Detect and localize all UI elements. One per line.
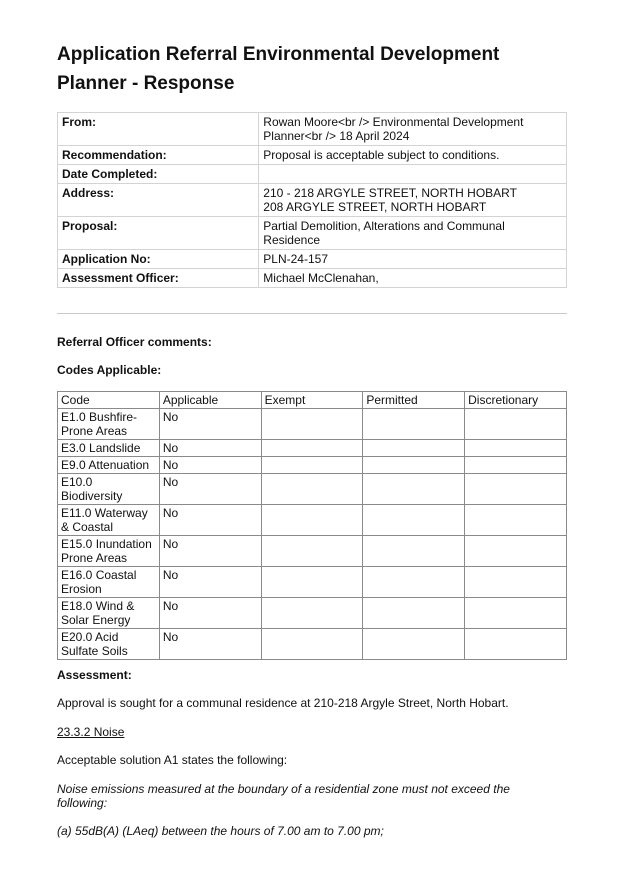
exempt-cell (261, 536, 363, 567)
section-divider (57, 313, 567, 314)
assessment-heading: Assessment: (57, 668, 132, 682)
column-header-discretionary: Discretionary (465, 392, 567, 409)
column-header-applicable: Applicable (159, 392, 261, 409)
referral-details-table (57, 112, 567, 288)
permitted-cell (363, 505, 465, 536)
address-value (259, 184, 567, 217)
table-row (58, 184, 567, 217)
application-no-label: Application No: (58, 250, 259, 269)
assessment-officer-label: Assessment Officer: (58, 269, 259, 288)
permitted-cell (363, 409, 465, 440)
code-cell: E3.0 Landslide (58, 440, 160, 457)
table-row (58, 505, 567, 536)
permitted-cell (363, 457, 465, 474)
applicable-cell: No (159, 457, 261, 474)
proposal-label: Proposal: (58, 217, 259, 250)
codes-applicable-table (57, 391, 567, 660)
discretionary-cell (465, 505, 567, 536)
permitted-cell (363, 567, 465, 598)
assessment-officer-value: Michael McClenahan, (259, 269, 567, 288)
table-row (58, 629, 567, 660)
table-row (58, 113, 567, 146)
table-row (58, 536, 567, 567)
exempt-cell (261, 440, 363, 457)
table-row (58, 165, 567, 184)
discretionary-cell (465, 457, 567, 474)
exempt-cell (261, 629, 363, 660)
column-header-permitted: Permitted (363, 392, 465, 409)
table-row (58, 217, 567, 250)
column-header-exempt: Exempt (261, 392, 363, 409)
noise-emission-quote: Noise emissions measured at the boundary of a residential zone must not exceed the following: (57, 782, 510, 810)
column-header-code: Code (58, 392, 160, 409)
code-cell: E9.0 Attenuation (58, 457, 160, 474)
exempt-cell (261, 598, 363, 629)
permitted-cell (363, 629, 465, 660)
table-row (58, 457, 567, 474)
table-row (58, 474, 567, 505)
exempt-cell (261, 474, 363, 505)
referral-comments-heading: Referral Officer comments: (57, 335, 212, 349)
table-row (58, 146, 567, 165)
recommendation-label: Recommendation: (58, 146, 259, 165)
application-no-value: PLN-24-157 (259, 250, 567, 269)
discretionary-cell (465, 536, 567, 567)
code-cell: E15.0 Inundation Prone Areas (58, 536, 160, 567)
permitted-cell (363, 440, 465, 457)
table-row (58, 269, 567, 288)
exempt-cell (261, 567, 363, 598)
permitted-cell (363, 598, 465, 629)
applicable-cell: No (159, 598, 261, 629)
assessment-text: Approval is sought for a communal residence at 210-218 Argyle Street, North Hobart. (57, 696, 509, 710)
discretionary-cell (465, 440, 567, 457)
from-value: Rowan Moore<br /> Environmental Development Planner<br /> 18 April 2024 (259, 113, 567, 146)
table-row (58, 250, 567, 269)
noise-item-a: (a) 55dB(A) (LAeq) between the hours of 7.00 am to 7.00 pm; (57, 824, 384, 838)
discretionary-cell (465, 567, 567, 598)
permitted-cell (363, 536, 465, 567)
table-row (58, 567, 567, 598)
exempt-cell (261, 457, 363, 474)
exempt-cell (261, 409, 363, 440)
applicable-cell: No (159, 629, 261, 660)
applicable-cell: No (159, 567, 261, 598)
address-label: Address: (58, 184, 259, 217)
discretionary-cell (465, 598, 567, 629)
discretionary-cell (465, 474, 567, 505)
date-completed-label: Date Completed: (58, 165, 259, 184)
recommendation-value: Proposal is acceptable subject to conditions. (259, 146, 567, 165)
discretionary-cell (465, 409, 567, 440)
applicable-cell: No (159, 440, 261, 457)
proposal-value: Partial Demolition, Alterations and Communal Residence (259, 217, 567, 250)
codes-applicable-heading: Codes Applicable: (57, 363, 162, 377)
address-line-1: 210 - 218 ARGYLE STREET, NORTH HOBART (263, 186, 517, 200)
table-row (58, 440, 567, 457)
table-row (58, 409, 567, 440)
code-cell: E18.0 Wind & Solar Energy (58, 598, 160, 629)
applicable-cell: No (159, 409, 261, 440)
table-header-row (58, 392, 567, 409)
code-cell: E11.0 Waterway & Coastal (58, 505, 160, 536)
code-cell: E16.0 Coastal Erosion (58, 567, 160, 598)
applicable-cell: No (159, 536, 261, 567)
noise-clause-heading: 23.3.2 Noise (57, 725, 125, 739)
address-line-2: 208 ARGYLE STREET, NORTH HOBART (263, 200, 487, 214)
table-row (58, 598, 567, 629)
permitted-cell (363, 474, 465, 505)
exempt-cell (261, 505, 363, 536)
code-cell: E1.0 Bushfire-Prone Areas (58, 409, 160, 440)
applicable-cell: No (159, 505, 261, 536)
from-label: From: (58, 113, 259, 146)
page-title: Application Referral Environmental Development Planner - Response (57, 44, 500, 94)
code-cell: E20.0 Acid Sulfate Soils (58, 629, 160, 660)
date-completed-value (259, 165, 567, 184)
code-cell: E10.0 Biodiversity (58, 474, 160, 505)
discretionary-cell (465, 629, 567, 660)
acceptable-solution-text: Acceptable solution A1 states the following: (57, 753, 288, 767)
applicable-cell: No (159, 474, 261, 505)
